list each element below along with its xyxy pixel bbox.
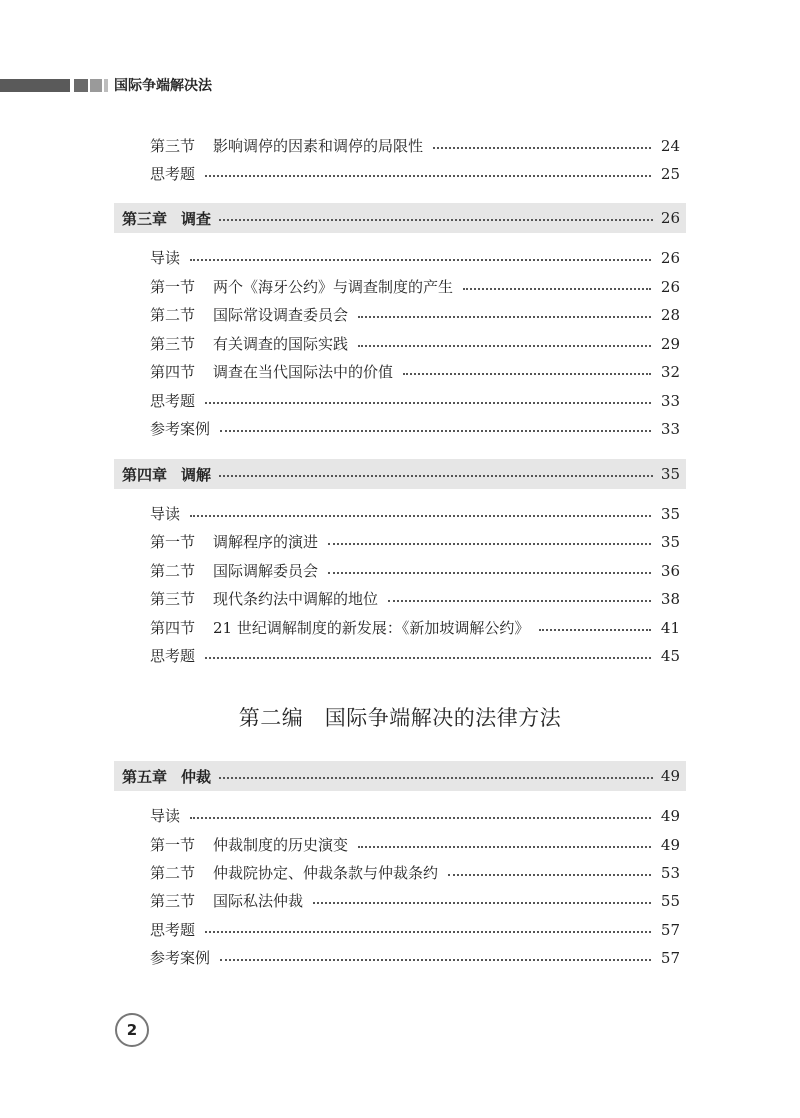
header-bar bbox=[0, 79, 70, 92]
entry-page: 49 bbox=[660, 807, 680, 825]
chapter-page: 35 bbox=[660, 465, 680, 483]
dot-leader bbox=[205, 931, 651, 933]
toc-entry[interactable] bbox=[150, 247, 680, 269]
entry-label: 第四节 bbox=[150, 619, 196, 637]
chapter-title: 调查 bbox=[181, 209, 212, 228]
dot-leader bbox=[448, 874, 651, 876]
chapter-label: 第五章 bbox=[122, 767, 168, 786]
toc-entry[interactable] bbox=[150, 333, 680, 355]
chapter-heading[interactable] bbox=[114, 459, 686, 489]
dot-leader bbox=[205, 175, 651, 177]
dot-leader bbox=[190, 515, 651, 517]
entry-label: 思考题 bbox=[150, 165, 196, 183]
dot-leader bbox=[403, 373, 651, 375]
chapter-heading[interactable] bbox=[114, 761, 686, 791]
entry-label: 第三节 bbox=[150, 335, 196, 353]
entry-label: 第一节 bbox=[150, 836, 196, 854]
header-bar bbox=[104, 79, 108, 92]
dot-leader bbox=[219, 219, 653, 221]
entry-label: 参考案例 bbox=[150, 420, 211, 438]
dot-leader bbox=[539, 629, 651, 631]
dot-leader bbox=[358, 846, 651, 848]
entry-label: 第三节 bbox=[150, 892, 196, 910]
dot-leader bbox=[433, 147, 651, 149]
entry-page: 49 bbox=[660, 836, 680, 854]
entry-title: 两个《海牙公约》与调查制度的产生 bbox=[213, 278, 454, 296]
entry-label: 第四节 bbox=[150, 363, 196, 381]
dot-leader bbox=[190, 817, 651, 819]
entry-page: 41 bbox=[660, 619, 680, 637]
dot-leader bbox=[205, 657, 651, 659]
entry-page: 26 bbox=[660, 249, 680, 267]
entry-title: 21 世纪调解制度的新发展：《新加坡调解公约》 bbox=[213, 619, 530, 637]
toc-entry[interactable] bbox=[150, 390, 680, 412]
entry-label: 第三节 bbox=[150, 137, 196, 155]
entry-label: 思考题 bbox=[150, 647, 196, 665]
entry-page: 57 bbox=[660, 949, 680, 967]
entry-page: 38 bbox=[660, 590, 680, 608]
chapter-page: 49 bbox=[660, 767, 680, 785]
dot-leader bbox=[388, 600, 651, 602]
part-title: 第二编 国际争端解决的法律方法 bbox=[238, 706, 562, 730]
toc-entry[interactable] bbox=[150, 503, 680, 525]
dot-leader bbox=[358, 316, 651, 318]
entry-label: 导读 bbox=[150, 249, 181, 267]
toc-entry[interactable] bbox=[150, 560, 680, 582]
toc-entry[interactable] bbox=[150, 862, 680, 884]
entry-title: 仲裁制度的历史演变 bbox=[213, 836, 349, 854]
toc-entry[interactable] bbox=[150, 304, 680, 326]
toc-entry[interactable] bbox=[150, 276, 680, 298]
entry-page: 35 bbox=[660, 533, 680, 551]
running-header bbox=[0, 74, 800, 96]
chapter-label: 第三章 bbox=[122, 209, 168, 228]
entry-title: 影响调停的因素和调停的局限性 bbox=[213, 137, 424, 155]
dot-leader bbox=[190, 259, 651, 261]
toc-entry[interactable] bbox=[150, 834, 680, 856]
entry-label: 第一节 bbox=[150, 278, 196, 296]
dot-leader bbox=[219, 777, 653, 779]
dot-leader bbox=[328, 572, 651, 574]
entry-title: 国际私法仲裁 bbox=[213, 892, 304, 910]
entry-label: 第一节 bbox=[150, 533, 196, 551]
toc-entry[interactable] bbox=[150, 805, 680, 827]
toc-entry[interactable] bbox=[150, 645, 680, 667]
entry-page: 33 bbox=[660, 420, 680, 438]
entry-label: 导读 bbox=[150, 505, 181, 523]
entry-page: 26 bbox=[660, 278, 680, 296]
entry-title: 国际常设调查委员会 bbox=[213, 306, 349, 324]
toc-entry[interactable] bbox=[150, 588, 680, 610]
entry-title: 现代条约法中调解的地位 bbox=[213, 590, 379, 608]
dot-leader bbox=[205, 402, 651, 404]
dot-leader bbox=[463, 288, 651, 290]
entry-page: 35 bbox=[660, 505, 680, 523]
toc-entry[interactable] bbox=[150, 947, 680, 969]
toc-entry[interactable] bbox=[150, 919, 680, 941]
toc-entry[interactable] bbox=[150, 617, 680, 639]
dot-leader bbox=[328, 543, 651, 545]
entry-label: 第二节 bbox=[150, 562, 196, 580]
entry-page: 29 bbox=[660, 335, 680, 353]
book-title: 国际争端解决法 bbox=[114, 78, 212, 94]
dot-leader bbox=[220, 959, 651, 961]
page-number: 2 bbox=[115, 1013, 149, 1047]
entry-page: 57 bbox=[660, 921, 680, 939]
chapter-title: 调解 bbox=[181, 465, 212, 484]
entry-page: 24 bbox=[660, 137, 680, 155]
toc-entry[interactable] bbox=[150, 890, 680, 912]
entry-page: 25 bbox=[660, 165, 680, 183]
entry-page: 33 bbox=[660, 392, 680, 410]
entry-title: 国际调解委员会 bbox=[213, 562, 319, 580]
toc-entry[interactable] bbox=[150, 361, 680, 383]
toc-entry[interactable] bbox=[150, 418, 680, 440]
entry-page: 36 bbox=[660, 562, 680, 580]
dot-leader bbox=[220, 430, 651, 432]
dot-leader bbox=[358, 345, 651, 347]
entry-page: 53 bbox=[660, 864, 680, 882]
entry-label: 参考案例 bbox=[150, 949, 211, 967]
entry-label: 导读 bbox=[150, 807, 181, 825]
entry-page: 55 bbox=[660, 892, 680, 910]
chapter-page: 26 bbox=[660, 209, 680, 227]
chapter-title: 仲裁 bbox=[181, 767, 212, 786]
entry-page: 28 bbox=[660, 306, 680, 324]
entry-label: 思考题 bbox=[150, 921, 196, 939]
entry-page: 32 bbox=[660, 363, 680, 381]
entry-label: 思考题 bbox=[150, 392, 196, 410]
dot-leader bbox=[313, 902, 651, 904]
chapter-label: 第四章 bbox=[122, 465, 168, 484]
entry-title: 调解程序的演进 bbox=[213, 533, 319, 551]
entry-label: 第二节 bbox=[150, 864, 196, 882]
entry-title: 仲裁院协定、仲裁条款与仲裁条约 bbox=[213, 864, 439, 882]
header-bar bbox=[74, 79, 88, 92]
toc-entry[interactable] bbox=[150, 135, 680, 157]
dot-leader bbox=[219, 475, 653, 477]
entry-page: 45 bbox=[660, 647, 680, 665]
entry-label: 第三节 bbox=[150, 590, 196, 608]
entry-label: 第二节 bbox=[150, 306, 196, 324]
header-bar bbox=[90, 79, 102, 92]
chapter-heading[interactable] bbox=[114, 203, 686, 233]
entry-title: 调查在当代国际法中的价值 bbox=[213, 363, 394, 381]
toc-entry[interactable] bbox=[150, 531, 680, 553]
entry-title: 有关调查的国际实践 bbox=[213, 335, 349, 353]
toc-entry[interactable] bbox=[150, 163, 680, 185]
